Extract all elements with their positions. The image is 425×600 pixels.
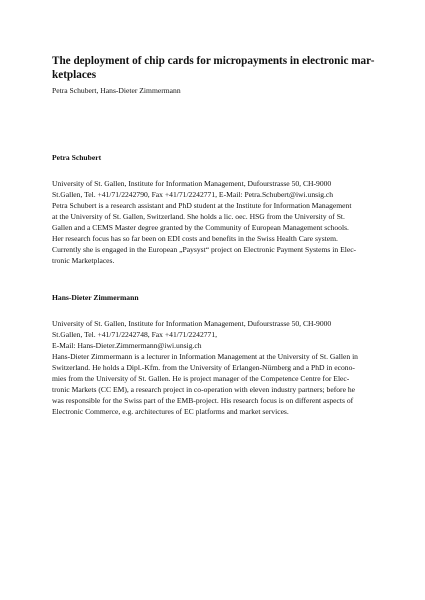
bio-line: University of St. Gallen, Institute for Information Management, Dufourstrasse 50, CH-9000	[52, 319, 332, 328]
bio-line: Petra Schubert is a research assistant and PhD student at the Institute for Information Management	[52, 201, 352, 210]
author-name: Hans-Dieter Zimmermann	[52, 293, 139, 302]
paper-authors: Petra Schubert, Hans-Dieter Zimmermann	[52, 86, 181, 95]
bio-line: mies from the University of St. Gallen. He is project manager of the Competence Centre for Elec-	[52, 374, 350, 383]
bio-line: University of St. Gallen, Institute for Information Management, Dufourstrasse 50, CH-9000	[52, 179, 332, 188]
bio-line: Switzerland. He holds a Dipl.-Kfm. from the University of Erlangen-Nürnberg and a PhD in econo-	[52, 363, 355, 372]
author-name: Petra Schubert	[52, 153, 102, 162]
author-bio	[52, 178, 377, 266]
author-section-petra-schubert	[52, 153, 377, 266]
bio-line: Currently she is engaged in the European „Paysyst“ project on Electronic Payment Systems in Elec-	[52, 245, 357, 254]
document-page	[52, 54, 377, 96]
paper-title-line-1: The deployment of chip cards for micropayments in electronic mar-	[52, 55, 375, 67]
bio-line: at the University of St. Gallen, Switzerland. She holds a lic. oec. HSG from the University of St.	[52, 212, 345, 221]
paper-title-line-2: ketplaces	[52, 69, 97, 81]
bio-line: E-Mail: Hans-Dieter.Zimmermann@iwi.unsig.ch	[52, 341, 202, 350]
bio-line: Electronic Commerce, e.g. architectures of EC platforms and market services.	[52, 407, 289, 416]
bio-line: Hans-Dieter Zimmermann is a lecturer in Information Management at the University of St. Gallen in	[52, 352, 358, 361]
paper-title	[52, 54, 377, 82]
bio-line: Her research focus has so far been on EDI costs and benefits in the Swiss Health Care system.	[52, 234, 338, 243]
author-bio	[52, 318, 377, 417]
bio-line: tronic Marketplaces.	[52, 256, 115, 265]
bio-line: was responsible for the Swiss part of the EMB-project. His research focus is on different aspects of	[52, 396, 354, 405]
bio-line: St.Gallen, Tel. +41/71/2242748, Fax +41/71/2242771,	[52, 330, 218, 339]
author-section-hans-dieter-zimmermann	[52, 293, 377, 417]
bio-line: St.Gallen, Tel. +41/71/2242790, Fax +41/71/2242771, E-Mail: Petra.Schubert@iwi.unsig.ch	[52, 190, 334, 199]
bio-line: tronic Markets (CC EM), a research project in co-operation with eleven industry partners; before he	[52, 385, 356, 394]
bio-line: Gallen and a CEMS Master degree granted by the Community of European Management schools.	[52, 223, 349, 232]
